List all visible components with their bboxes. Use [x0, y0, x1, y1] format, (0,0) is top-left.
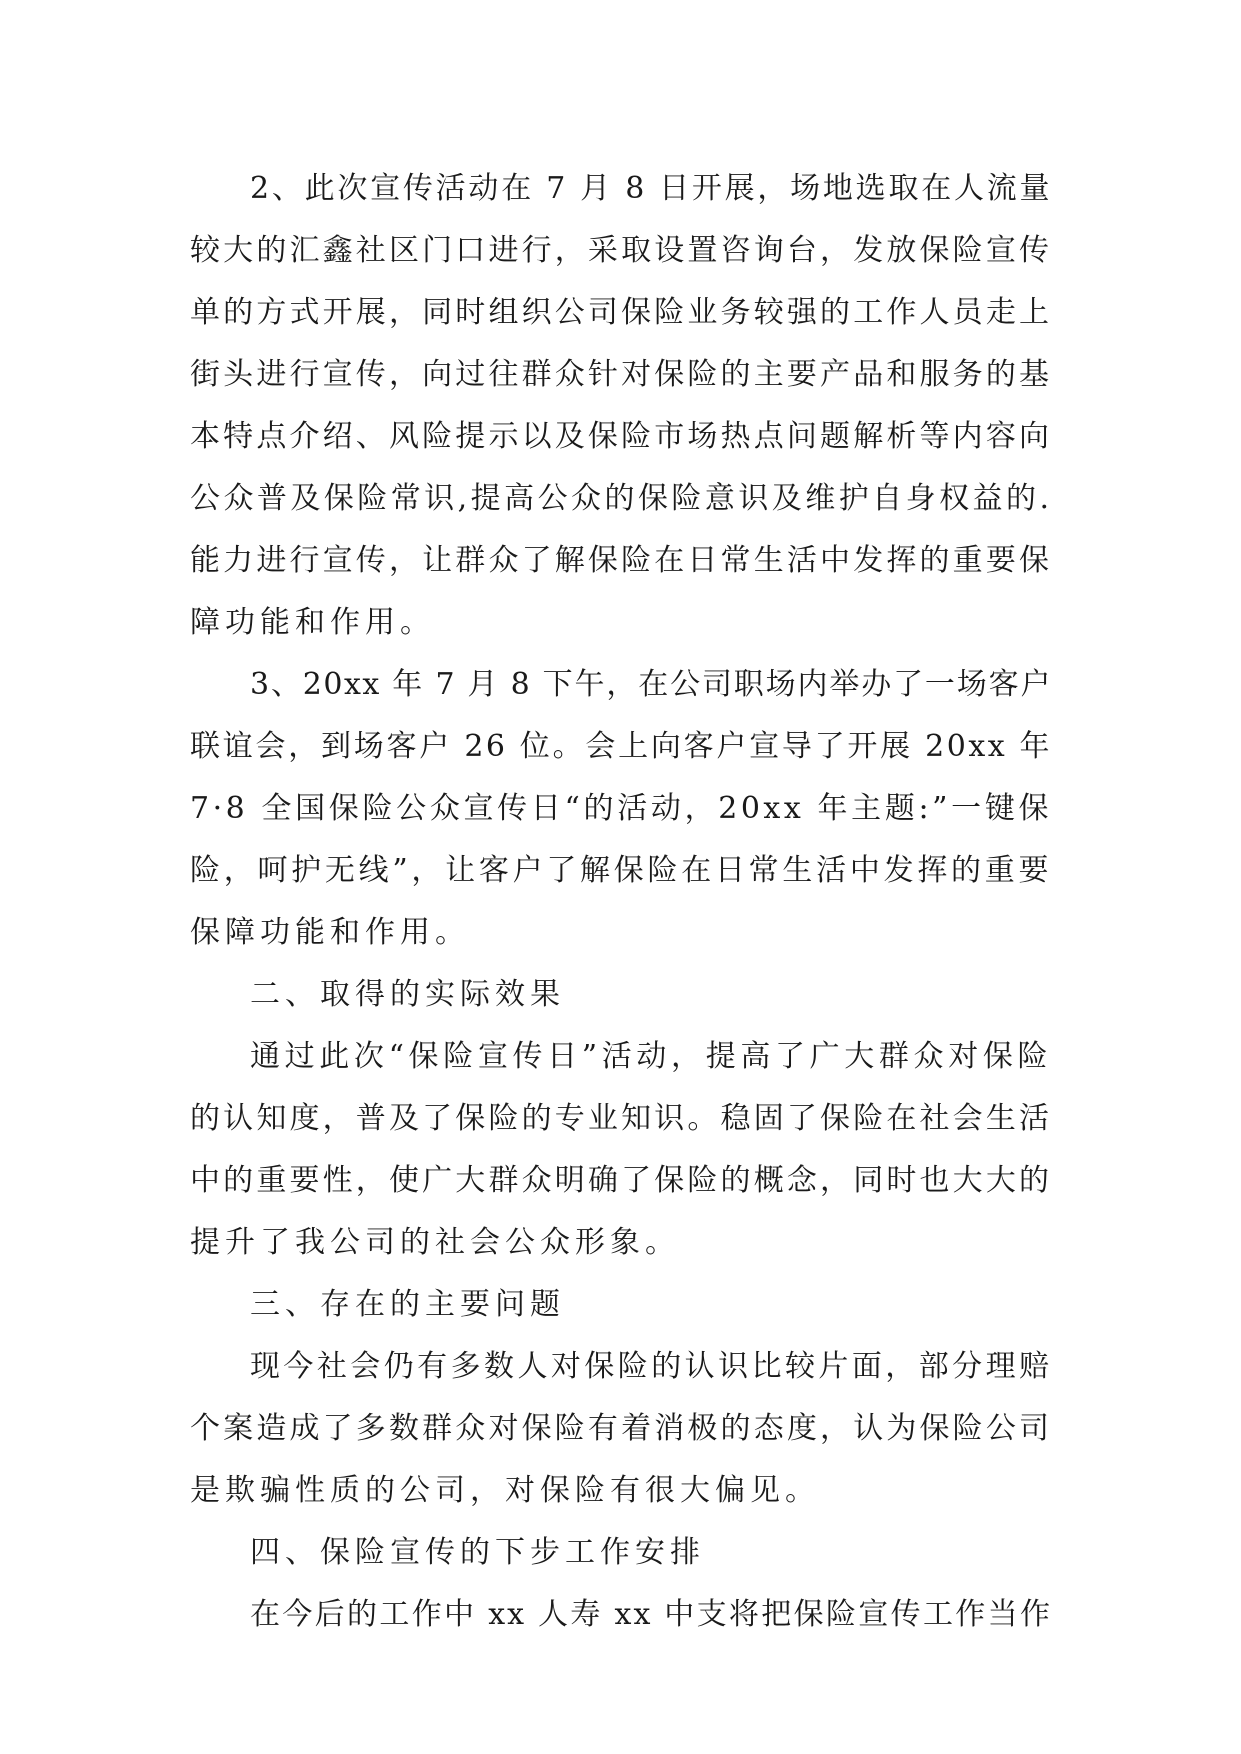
text-line: 中的重要性，使广大群众明确了保险的概念，同时也大大的: [190, 1163, 1052, 1198]
text-line: 保障功能和作用。: [190, 915, 470, 950]
text-line: 的认知度，普及了保险的专业知识。稳固了保险在社会生活: [190, 1101, 1052, 1136]
text-line: 三、存在的主要问题: [250, 1287, 565, 1322]
text-line: 3、20xx 年 7 月 8 下午，在公司职场内举办了一场客户: [250, 667, 1052, 702]
text-line: 7·8 全国保险公众宣传日“的活动，20xx 年主题:”一键保: [190, 791, 1052, 826]
text-line: 联谊会，到场客户 26 位。会上向客户宣导了开展 20xx 年: [190, 729, 1052, 764]
text-line: 2、此次宣传活动在 7 月 8 日开展，场地选取在人流量: [250, 171, 1052, 206]
text-line: 现今社会仍有多数人对保险的认识比较片面，部分理赔: [250, 1349, 1052, 1384]
text-line: 本特点介绍、风险提示以及保险市场热点问题解析等内容向: [190, 419, 1052, 454]
text-line: 四、保险宣传的下步工作安排: [250, 1535, 705, 1570]
text-line: 个案造成了多数群众对保险有着消极的态度，认为保险公司: [190, 1411, 1052, 1446]
text-line: 障功能和作用。: [190, 605, 435, 640]
text-line: 单的方式开展，同时组织公司保险业务较强的工作人员走上: [190, 295, 1052, 330]
text-line: 二、取得的实际效果: [250, 977, 565, 1012]
text-line: 险，呵护无线”，让客户了解保险在日常生活中发挥的重要: [190, 853, 1052, 888]
text-line: 街头进行宣传，向过往群众针对保险的主要产品和服务的基: [190, 357, 1052, 392]
text-line: 能力进行宣传，让群众了解保险在日常生活中发挥的重要保: [190, 543, 1052, 578]
text-line: 公众普及保险常识,提高公众的保险意识及维护自身权益的.: [190, 481, 1052, 516]
text-line: 通过此次“保险宣传日”活动，提高了广大群众对保险: [250, 1039, 1052, 1074]
text-line: 是欺骗性质的公司，对保险有很大偏见。: [190, 1473, 820, 1508]
text-line: 在今后的工作中 xx 人寿 xx 中支将把保险宣传工作当作: [250, 1597, 1052, 1632]
document-body: [190, 158, 1052, 1646]
text-line: 较大的汇鑫社区门口进行，采取设置咨询台，发放保险宣传: [190, 233, 1052, 268]
text-line: 提升了我公司的社会公众形象。: [190, 1225, 680, 1260]
